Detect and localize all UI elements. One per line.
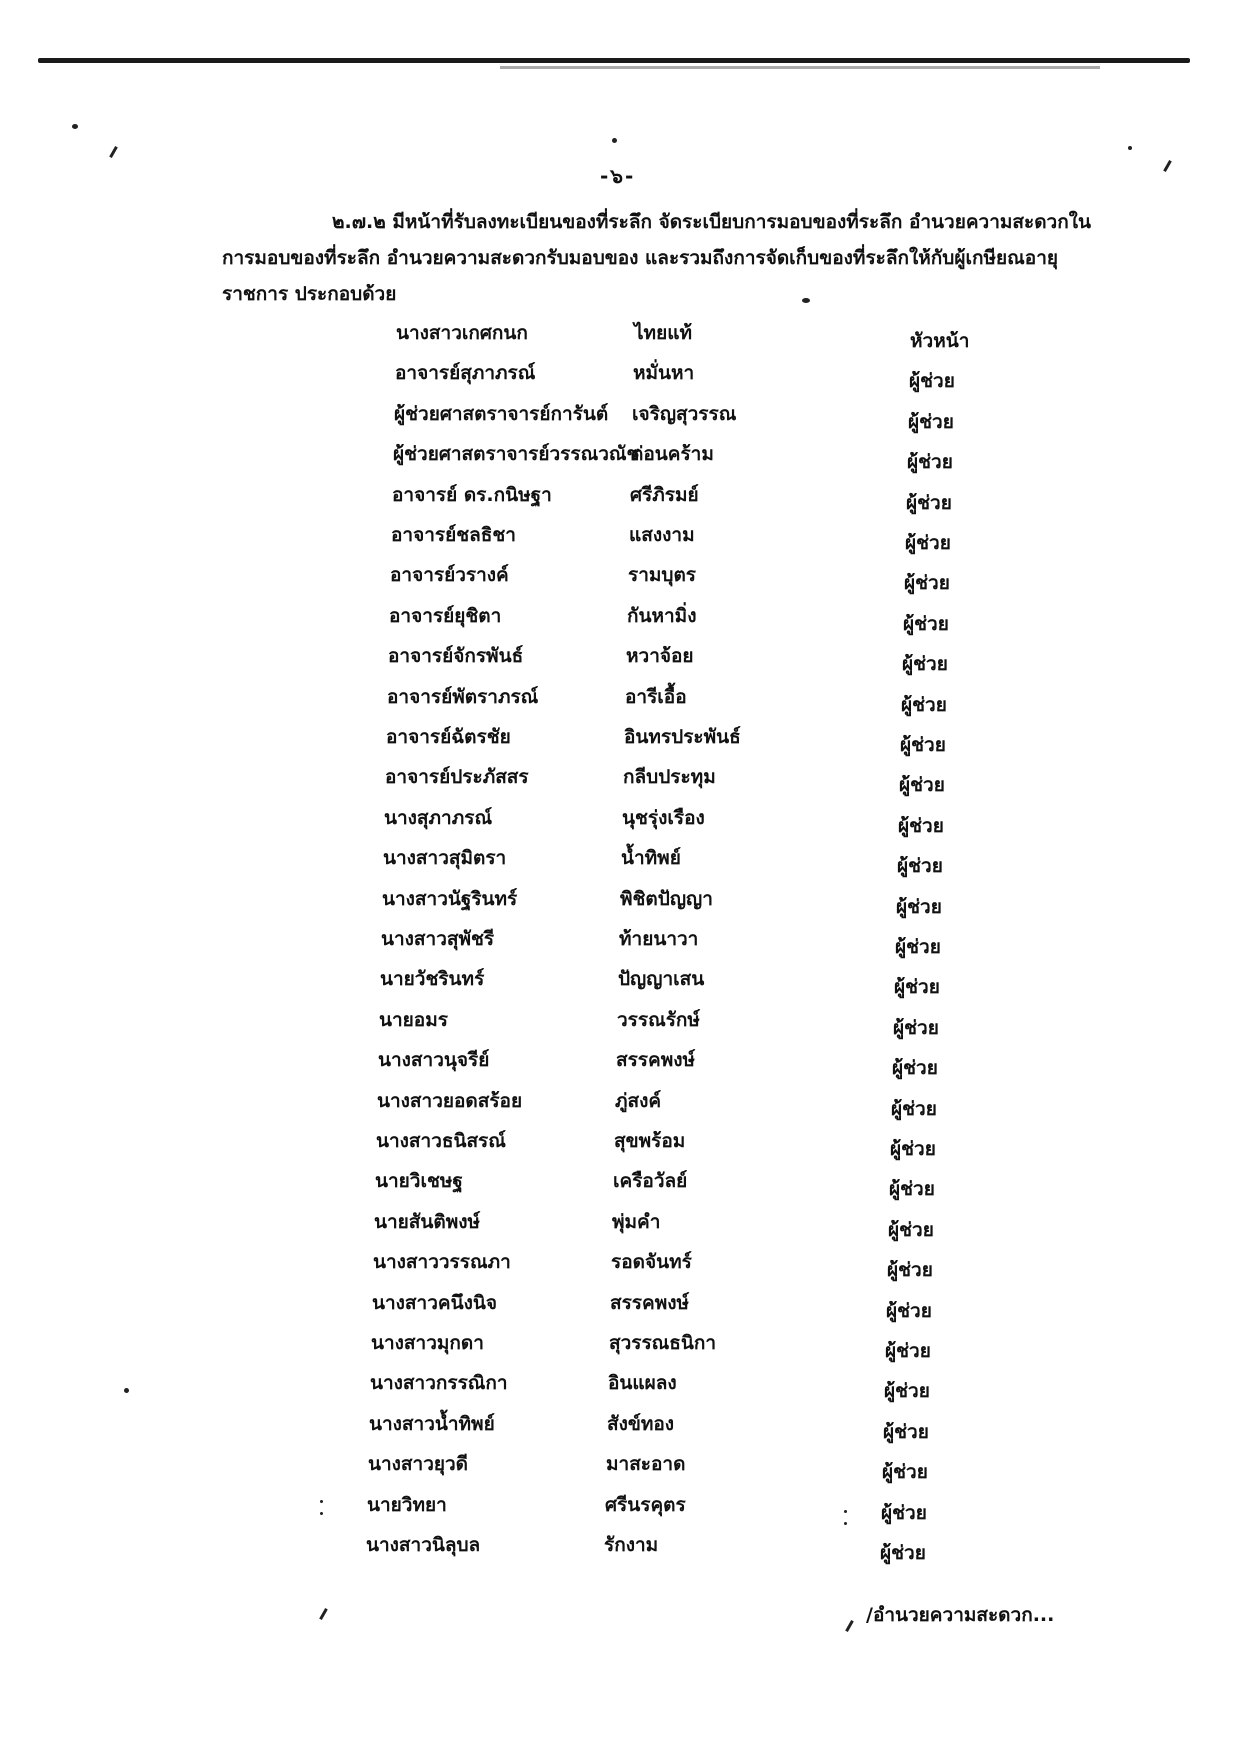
member-name: นางสาวยอดสร้อย [377, 1089, 523, 1112]
member-row [0, 1005, 1237, 1039]
scan-speck [1128, 146, 1132, 150]
member-surname: อินทรประพันธ์ [624, 726, 741, 748]
member-name: อาจารย์ยุชิตา [389, 604, 502, 627]
member-surname: ปัญญาเสน [618, 968, 705, 991]
scan-speck [612, 138, 617, 143]
member-surname: พุ่มคำ [612, 1210, 661, 1233]
member-surname: แสงงาม [629, 524, 695, 546]
member-name: นางสาวยุวดี [368, 1453, 469, 1476]
scan-speck [320, 1512, 323, 1515]
scan-speck [72, 124, 78, 129]
member-row [0, 560, 1237, 594]
member-row [0, 682, 1237, 716]
member-name: นางสาวสุมิตรา [383, 847, 507, 870]
member-name: นางสาวน้ำทิพย์ [369, 1412, 495, 1435]
member-row [0, 601, 1237, 635]
member-name: นายวัชรินทร์ [380, 968, 485, 991]
member-role: ผู้ช่วย [908, 410, 954, 433]
member-surname: สรรคพงษ์ [610, 1291, 690, 1314]
member-row [0, 641, 1237, 675]
scan-speck [124, 1388, 129, 1393]
member-surname: หวาจ้อย [626, 645, 694, 668]
member-role: หัวหน้า [910, 330, 970, 352]
member-surname: พิชิตปัญญา [620, 887, 713, 910]
member-name: อาจารย์ชลธิชา [391, 524, 516, 546]
member-surname: สังข์ทอง [607, 1412, 675, 1435]
member-role: ผู้ช่วย [895, 936, 941, 958]
member-surname: รักงาม [604, 1534, 659, 1556]
member-surname: กลีบประทุม [623, 766, 716, 789]
intro-line-2: การมอบของที่ระลึก อำนวยความสะดวกรับมอบของ และรวมถึงการจัดเก็บของที่ระลึกให้กับผู้เกษียณอายุ [222, 247, 1058, 269]
member-name: นายอมร [379, 1008, 448, 1031]
member-row [0, 762, 1237, 796]
member-role: ผู้ช่วย [892, 1057, 938, 1080]
member-name: นางสาวคนึงนิจ [372, 1291, 497, 1314]
member-role: ผู้ช่วย [905, 532, 951, 554]
member-surname: สุวรรณธนิกา [609, 1332, 717, 1354]
member-surname: น้ำทิพย์ [621, 847, 681, 870]
member-row [0, 803, 1237, 837]
member-row [0, 924, 1237, 958]
member-row [0, 318, 1237, 352]
member-role: ผู้ช่วย [909, 370, 955, 393]
member-surname: หมั่นหา [633, 362, 695, 385]
member-surname: วรรณรักษ์ [617, 1008, 700, 1031]
member-name: อาจารย์ประภัสสร [385, 766, 529, 789]
member-name: อาจารย์จักรพันธ์ [388, 645, 524, 668]
member-role: ผู้ช่วย [900, 734, 946, 756]
page-number: -๖- [600, 164, 636, 188]
member-role: ผู้ช่วย [893, 1016, 939, 1039]
member-name: อาจารย์สุภาภรณ์ [395, 362, 536, 385]
member-row [0, 1530, 1237, 1564]
member-row [0, 1368, 1237, 1402]
member-role: ผู้ช่วย [902, 653, 948, 676]
member-role: ผู้ช่วย [896, 895, 942, 918]
member-surname: เจริญสุวรรณ [632, 402, 737, 425]
member-row [0, 520, 1237, 554]
member-role: ผู้ช่วย [889, 1178, 935, 1201]
member-row [0, 1086, 1237, 1120]
member-name: นางสาวเกศกนก [396, 322, 528, 344]
member-row [0, 1328, 1237, 1362]
member-role: ผู้ช่วย [898, 814, 944, 837]
member-row [0, 358, 1237, 392]
member-row [0, 1247, 1237, 1281]
member-name: ผู้ช่วยศาสตราจารย์วรรณวณัช [393, 443, 640, 466]
member-row [0, 1126, 1237, 1160]
member-name: นางสาวธนิสรณ์ [376, 1130, 506, 1152]
member-role: ผู้ช่วย [883, 1420, 929, 1443]
member-row [0, 439, 1237, 473]
member-name: นายวิทยา [367, 1493, 447, 1516]
member-role: ผู้ช่วย [906, 491, 952, 514]
member-name: อาจารย์ฉัตรชัย [386, 726, 511, 748]
member-role: ผู้ช่วย [904, 572, 950, 595]
member-name: อาจารย์วรางค์ [390, 564, 509, 587]
member-name: นางสาวนัฐรินทร์ [382, 887, 518, 910]
member-name: นางสาววรรณภา [373, 1251, 511, 1274]
member-row [0, 964, 1237, 998]
member-role: ผู้ช่วย [907, 451, 953, 474]
member-role: ผู้ช่วย [894, 976, 940, 999]
member-row [0, 1166, 1237, 1200]
member-surname: ไทยแท้ [634, 322, 692, 344]
member-name: อาจารย์พัตราภรณ์ [387, 685, 539, 708]
member-role: ผู้ช่วย [888, 1218, 934, 1241]
member-name: นางสุภาภรณ์ [384, 806, 493, 829]
member-row [0, 722, 1237, 756]
member-name: นางสาวมุกดา [371, 1332, 484, 1354]
member-role: ผู้ช่วย [885, 1340, 931, 1362]
member-name: นางสาวนุจรีย์ [378, 1049, 490, 1072]
member-surname: ศรีนรคุตร [605, 1493, 686, 1516]
member-row [0, 1449, 1237, 1483]
member-role: ผู้ช่วย [890, 1138, 936, 1160]
intro-line-3: ราชการ ประกอบด้วย [222, 283, 397, 305]
member-surname: อินแผลง [608, 1372, 677, 1395]
member-surname: สุขพร้อม [614, 1130, 686, 1152]
member-surname: รอดจันทร์ [611, 1251, 692, 1274]
member-row [0, 1409, 1237, 1443]
member-surname: ท้ายนาวา [619, 928, 699, 950]
member-name: นางสาวนิลุบล [366, 1534, 481, 1556]
member-row [0, 399, 1237, 433]
member-surname: เครือวัลย์ [613, 1170, 688, 1193]
member-row [0, 1045, 1237, 1079]
member-role: ผู้ช่วย [891, 1097, 937, 1120]
intro-line-1: ๒.๗.๒ มีหน้าที่รับลงทะเบียนของที่ระลึก จัดระเบียบการมอบของที่ระลึก อำนวยความสะดวกใน [332, 211, 1091, 233]
member-surname: รามบุตร [628, 564, 697, 587]
member-surname: กันหามิ่ง [627, 604, 697, 627]
member-surname: สรรคพงษ์ [616, 1049, 696, 1072]
member-row [0, 1207, 1237, 1241]
member-name: นายสันติพงษ์ [374, 1210, 481, 1233]
member-name: นางสาวกรรณิกา [370, 1372, 508, 1395]
member-role: ผู้ช่วย [887, 1259, 933, 1282]
member-row [0, 1288, 1237, 1322]
member-row [0, 884, 1237, 918]
member-role: ผู้ช่วย [901, 693, 947, 716]
scan-speck [844, 1510, 847, 1513]
member-role: ผู้ช่วย [886, 1299, 932, 1322]
member-role: ผู้ช่วย [897, 855, 943, 878]
scan-speck [320, 1500, 323, 1503]
scan-speck [802, 298, 810, 303]
member-name: อาจารย์ ดร.กนิษฐา [392, 483, 552, 506]
member-surname: นุชรุ่งเรือง [622, 806, 705, 829]
member-row [0, 480, 1237, 514]
member-surname: ภู่สงค์ [615, 1089, 662, 1112]
member-surname: อารีเอื้อ [625, 685, 687, 708]
member-name: นายวิเชษฐ [375, 1170, 463, 1193]
member-row [0, 1490, 1237, 1524]
member-role: ผู้ช่วย [903, 612, 949, 635]
member-surname: มาสะอาด [606, 1453, 686, 1476]
member-role: ผู้ช่วย [881, 1501, 927, 1524]
scan-speck [844, 1522, 847, 1525]
member-name: นางสาวสุพัชรี [381, 928, 495, 950]
member-name: ผู้ช่วยศาสตราจารย์การันต์ [394, 402, 609, 425]
member-surname: ต่อนคร้าม [631, 443, 714, 466]
member-role: ผู้ช่วย [880, 1542, 926, 1564]
member-surname: ศรีภิรมย์ [630, 483, 699, 506]
member-role: ผู้ช่วย [882, 1461, 928, 1484]
member-row [0, 843, 1237, 877]
member-role: ผู้ช่วย [884, 1380, 930, 1403]
member-role: ผู้ช่วย [899, 774, 945, 797]
continuation-note: /อำนวยความสะดวก... [866, 1604, 1055, 1626]
